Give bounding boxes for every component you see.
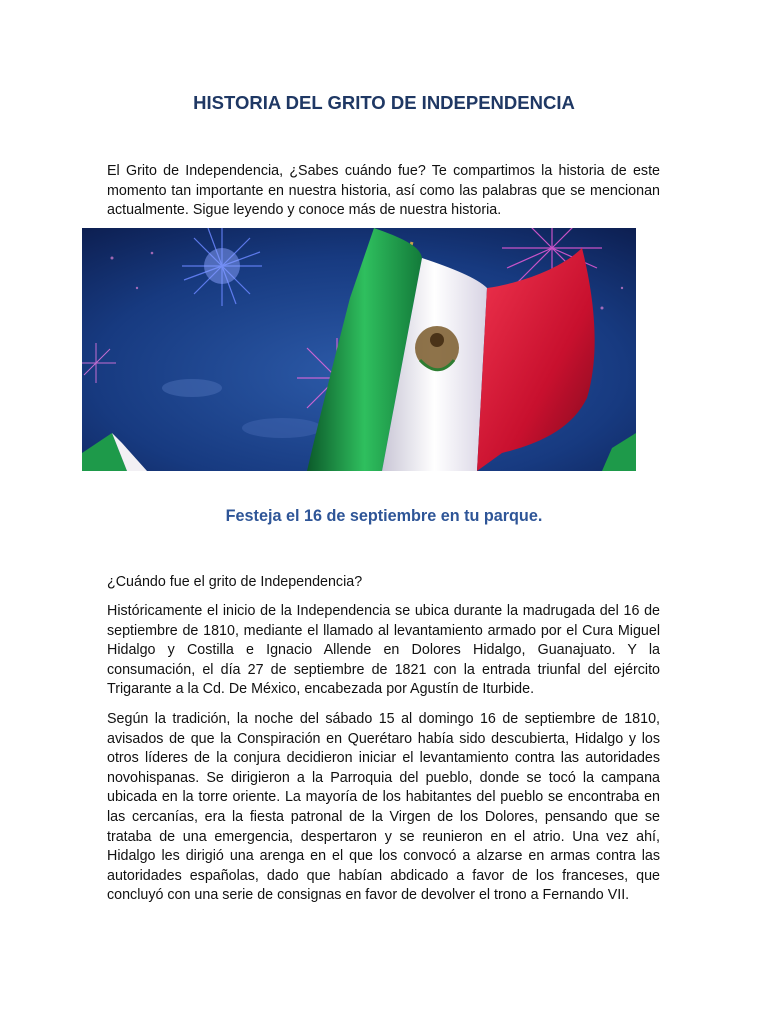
history-paragraph-1: Históricamente el inicio de la Independencia se ubica durante la madrugada del 16 de septiembre de 1810, mediante el llamado al levantamiento armado por el Cura Miguel Hidalgo y Costilla e Ignacio Allende en Dolores Hidalgo, Guanajuato. Y la consumación, el día 27 de septiembre de 1821 con la entrada triunfal del ejército Trigarante a la Cd. De México, encabezada por Agustín de Iturbide. <box>107 603 660 698</box>
intro-paragraph: El Grito de Independencia, ¿Sabes cuándo fue? Te compartimos la historia de este momento tan importante en nuestra historia, así como las palabras que se mencionan actualmente. Sigue leyendo y conoce más de nuestra historia. <box>107 163 660 219</box>
history-paragraph-2: Según la tradición, la noche del sábado 15 al domingo 16 de septiembre de 1810, avisados de que la Conspiración en Querétaro había sido descubierta, Hidalgo y los otros líderes de la conjura decidieron iniciar el levantamiento contra las autoridades novohispanas. Se dirigieron a la Parroquia del pueblo, donde se tocó la campana ubicada en la torre oriente. La mayoría de los habitantes del pueblo se encontraba en las cercanías, era la fiesta patronal de la Virgen de los Dolores, pensando que se trataba de una emergencia, despertaron y se reunieron en el atrio. Una vez ahí, Hidalgo les dirigió una arenga en el que los convocó a alzarse en armas contra las autoridades españolas, dado que habían abdicado a favor de los franceses, que concluyó con una serie de consignas en favor de devolver el trono a Fernando VII. <box>107 711 660 904</box>
hero-image-mexican-flag-fireworks <box>82 228 636 471</box>
page-title: HISTORIA DEL GRITO DE INDEPENDENCIA <box>193 92 575 113</box>
question-heading: ¿Cuándo fue el grito de Independencia? <box>107 574 363 590</box>
section-subtitle: Festeja el 16 de septiembre en tu parque. <box>225 507 543 525</box>
